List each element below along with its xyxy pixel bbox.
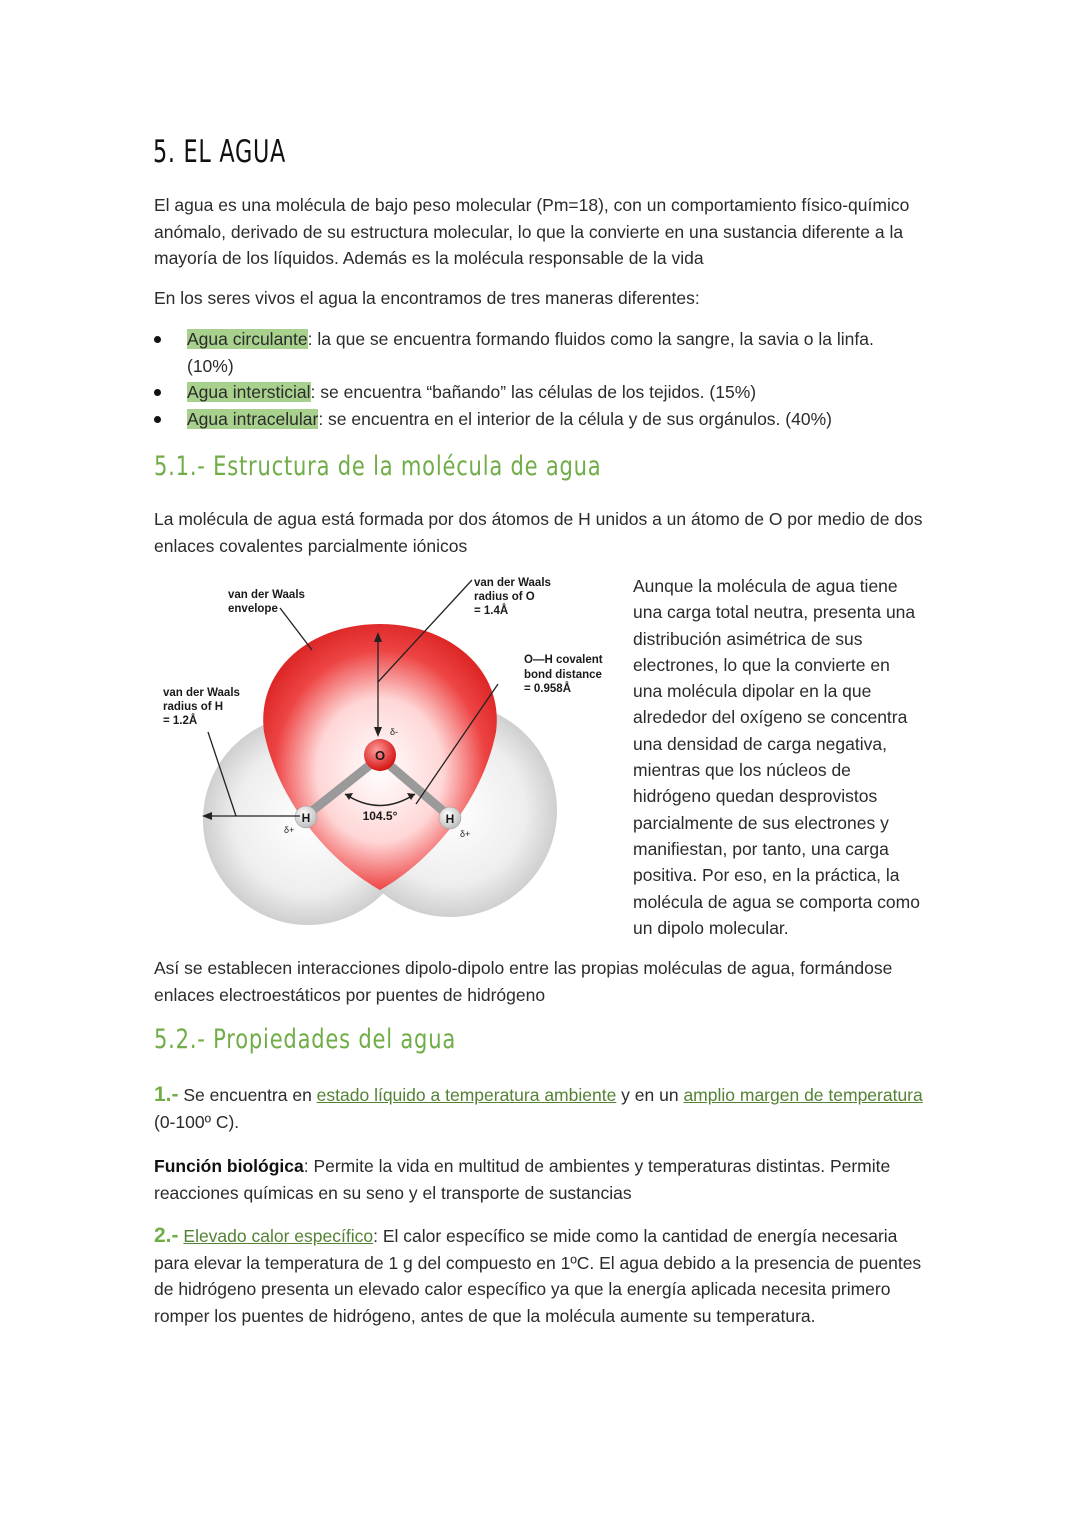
label-oh-bond: O—H covalent bond distance = 0.958Å [524, 654, 603, 695]
property-number: 2.- [154, 1224, 179, 1247]
leader-line [280, 608, 312, 650]
list-item [154, 406, 924, 433]
water-types-list [154, 326, 924, 432]
bullet-icon [154, 336, 161, 343]
property-text: : El calor específico se mide como la cantidad de energía necesaria para elevar la temperatura de 1 g del compuesto en 1ºC. El agua debido a la presencia de puentes de hidrógeno presenta un elevado calor específico ya que la energía aplicada necesita primero romper los puentes de hidrógeno, antes de que la molécula aumente su temperatura. [154, 1226, 922, 1326]
delta-plus-label: δ+ [460, 829, 471, 839]
label-vdw-radius-o: van der Waals radius of O = 1.4Å [474, 577, 551, 617]
label-vdw-envelope: van der Waals envelope [228, 589, 305, 615]
intro-paragraph: El agua es una molécula de bajo peso molecular (Pm=18), con un comportamiento físico-químico anómalo, derivado de su estructura molecular, lo que la convierte en una sustancia diferente a la mayoría de los líquidos. Además es la molécula responsable de la vida [154, 195, 910, 268]
item-text: : se encuentra “bañando” las células de los tejidos. (15%) [310, 382, 757, 402]
property-1 [154, 1082, 924, 1135]
term-link: estado líquido a temperatura ambiente [316, 1085, 617, 1105]
item-text: : la que se encuentra formando fluidos como la sangre, la savia o la linfa. (10%) [187, 329, 874, 376]
text-span: (0-100º C). [154, 1111, 240, 1132]
atom-o-label: O [374, 748, 386, 763]
biological-function [154, 1153, 924, 1206]
term-highlight: Agua circulante [187, 329, 308, 349]
angle-label: 104.5° [362, 809, 398, 823]
page-title: 5. EL AGUA [153, 134, 287, 170]
list-item [154, 326, 924, 379]
property-2 [154, 1223, 924, 1329]
term-link: amplio margen de temperatura [683, 1085, 923, 1105]
item-text: : se encuentra en el interior de la célula y de sus orgánulos. (40%) [318, 408, 832, 429]
delta-minus-label: δ- [390, 727, 399, 737]
bullet-icon [154, 416, 161, 423]
term-highlight: Agua intracelular [187, 408, 319, 429]
function-label: Función biológica [154, 1156, 304, 1176]
dipole-interactions-paragraph: Así se establecen interacciones dipolo-dipolo entre las propias moléculas de agua, formándose enlaces electroestáticos por puentes de hidrógeno [154, 958, 893, 1005]
dipole-explanation: Aunque la molécula de agua tiene una carga total neutra, presenta una distribución asimétrica de sus electrones, lo que la convierte en una molécula dipolar en la que alrededor del oxígeno se concentra una densidad de carga negativa, mientras que los núcleos de hidrógeno quedan desprovistos parcialmente de sus electrones y manifiestan, por tanto, una carga positiva. Por eso, en la práctica, la molécula de agua se comporta como un dipolo molecular. [633, 576, 920, 938]
ways-intro: En los seres vivos el agua la encontramos de tres maneras diferentes: [154, 288, 700, 308]
text-span: y en un [616, 1085, 684, 1105]
text-span: Se encuentra en [178, 1085, 317, 1105]
section-heading-properties: 5.2.- Propiedades del agua [154, 1024, 457, 1055]
section-heading-structure: 5.1.- Estructura de la molécula de agua [154, 451, 602, 482]
term-highlight: Agua intersticial [187, 382, 311, 402]
term-link: Elevado calor específico [183, 1226, 374, 1246]
atom-h-label: H [301, 811, 311, 825]
list-item [154, 379, 924, 406]
label-vdw-radius-h: van der Waals radius of H = 1.2Å [163, 687, 240, 727]
delta-plus-label: δ+ [284, 825, 295, 835]
structure-paragraph: La molécula de agua está formada por dos átomos de H unidos a un átomo de O por medio de dos enlaces covalentes parcialmente iónicos [154, 509, 923, 556]
water-molecule-diagram [160, 572, 620, 932]
property-number: 1.- [154, 1083, 179, 1106]
atom-h-label: H [445, 812, 455, 826]
function-text: : Permite la vida en multitud de ambientes y temperaturas distintas. Permite reacciones químicas en su seno y el transporte de sustancias [154, 1156, 891, 1203]
bullet-icon [154, 389, 161, 396]
